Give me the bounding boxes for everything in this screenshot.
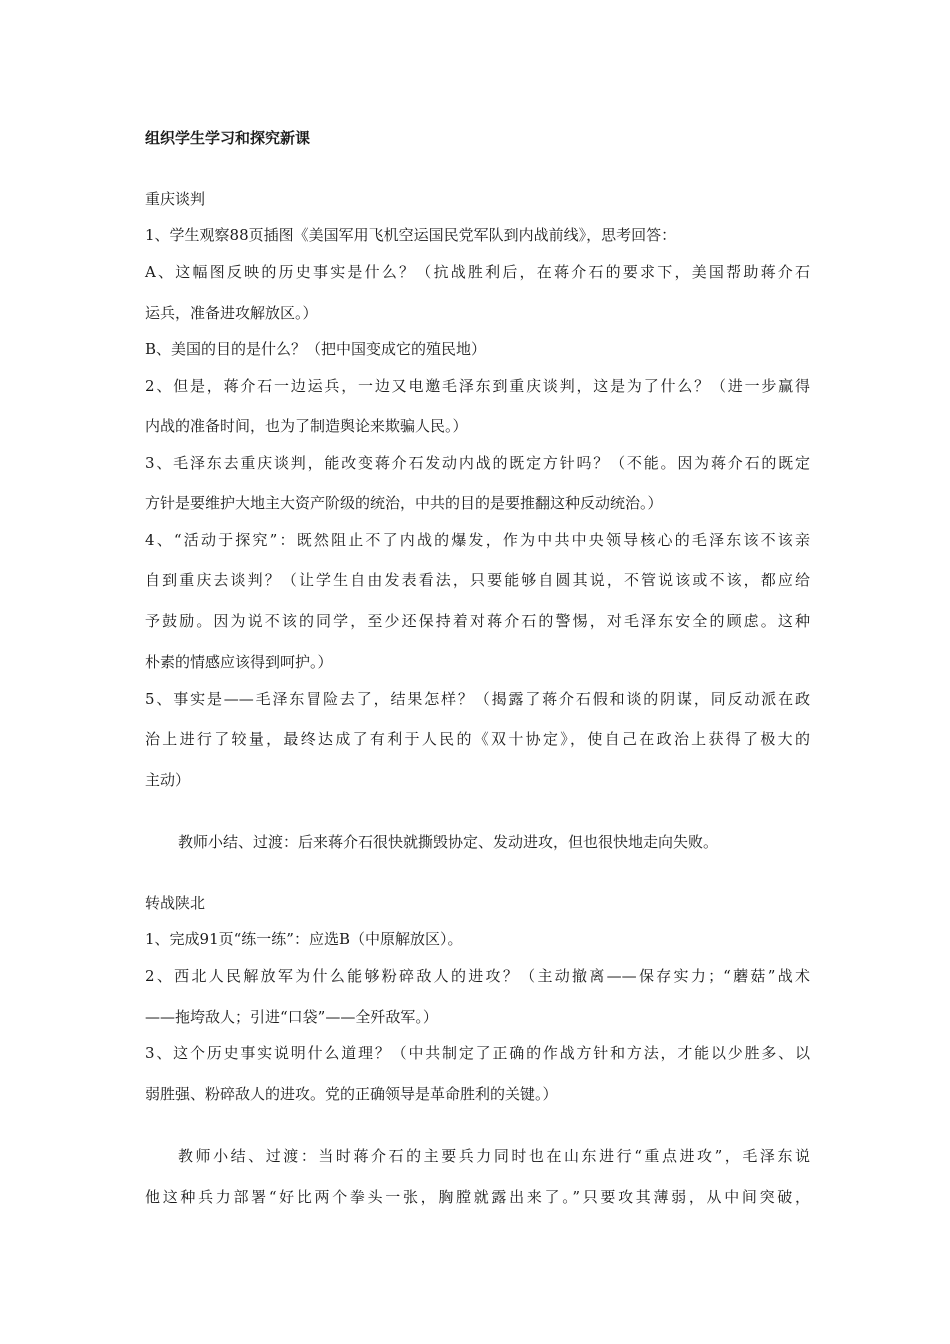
paragraph-line: A、这幅图反映的历史事实是什么？（抗战胜利后，在蒋介石的要求下，美国帮助蒋介石 bbox=[145, 263, 810, 281]
paragraph-line: 主动） bbox=[145, 771, 191, 789]
page-heading: 组织学生学习和探究新课 bbox=[145, 129, 311, 147]
teacher-summary: 教师小结、过渡：后来蒋介石很快就撕毁协定、发动进攻，但也很快地走向失败。 bbox=[178, 833, 719, 851]
paragraph-line: 2、但是，蒋介石一边运兵，一边又电邀毛泽东到重庆谈判，这是为了什么？（进一步赢得 bbox=[145, 377, 810, 395]
paragraph-line: 方针是要维护大地主大资产阶级的统治，中共的目的是要推翻这种反动统治。） bbox=[145, 494, 663, 512]
paragraph-line: 运兵，准备进攻解放区。） bbox=[145, 304, 318, 322]
paragraph-line: 自到重庆去谈判？（让学生自由发表看法，只要能够自圆其说，不管说该或不该，都应给 bbox=[145, 571, 810, 589]
paragraph-line: 1、学生观察88页插图《美国军用飞机空运国民党军队到内战前线》，思考回答： bbox=[145, 226, 677, 244]
paragraph-line: 治上进行了较量，最终达成了有利于人民的《双十协定》，使自己在政治上获得了极大的 bbox=[145, 730, 810, 748]
paragraph-line: 3、这个历史事实说明什么道理？（中共制定了正确的作战方针和方法，才能以少胜多、以 bbox=[145, 1044, 810, 1062]
paragraph-line: 4、“活动于探究”：既然阻止不了内战的爆发，作为中共中央领导核心的毛泽东该不该亲 bbox=[145, 531, 810, 549]
paragraph-line: 2、西北人民解放军为什么能够粉碎敌人的进攻？（主动撤离——保存实力；“蘑菇”战术 bbox=[145, 967, 810, 985]
paragraph-line: 1、完成91页“练一练”：应选B（中原解放区）。 bbox=[145, 930, 463, 948]
paragraph-line: 予鼓励。因为说不该的同学，至少还保持着对蒋介石的警惕，对毛泽东安全的顾虑。这种 bbox=[145, 612, 810, 630]
teacher-summary: 教师小结、过渡：当时蒋介石的主要兵力同时也在山东进行“重点进攻”，毛泽东说 bbox=[178, 1147, 810, 1165]
paragraph-line: 弱胜强、粉碎敌人的进攻。党的正确领导是革命胜利的关键。） bbox=[145, 1085, 558, 1103]
paragraph-line: 3、毛泽东去重庆谈判，能改变蒋介石发动内战的既定方针吗？（不能。因为蒋介石的既定 bbox=[145, 454, 810, 472]
section-title-shaanbei: 转战陕北 bbox=[145, 894, 206, 912]
paragraph-line: 朴素的情感应该得到呵护。） bbox=[145, 653, 333, 671]
paragraph-line: ——拖垮敌人；引进“口袋”——全歼敌军。） bbox=[145, 1008, 438, 1026]
section-title-chongqing: 重庆谈判 bbox=[145, 190, 206, 208]
paragraph-line: 5、事实是——毛泽东冒险去了，结果怎样？（揭露了蒋介石假和谈的阴谋，同反动派在政 bbox=[145, 690, 810, 708]
paragraph-line: 内战的准备时间，也为了制造舆论来欺骗人民。） bbox=[145, 417, 468, 435]
paragraph-line: 他这种兵力部署“好比两个拳头一张，胸膛就露出来了。”只要攻其薄弱，从中间突破， bbox=[145, 1188, 810, 1206]
paragraph-line: B、美国的目的是什么？（把中国变成它的殖民地） bbox=[145, 340, 487, 358]
